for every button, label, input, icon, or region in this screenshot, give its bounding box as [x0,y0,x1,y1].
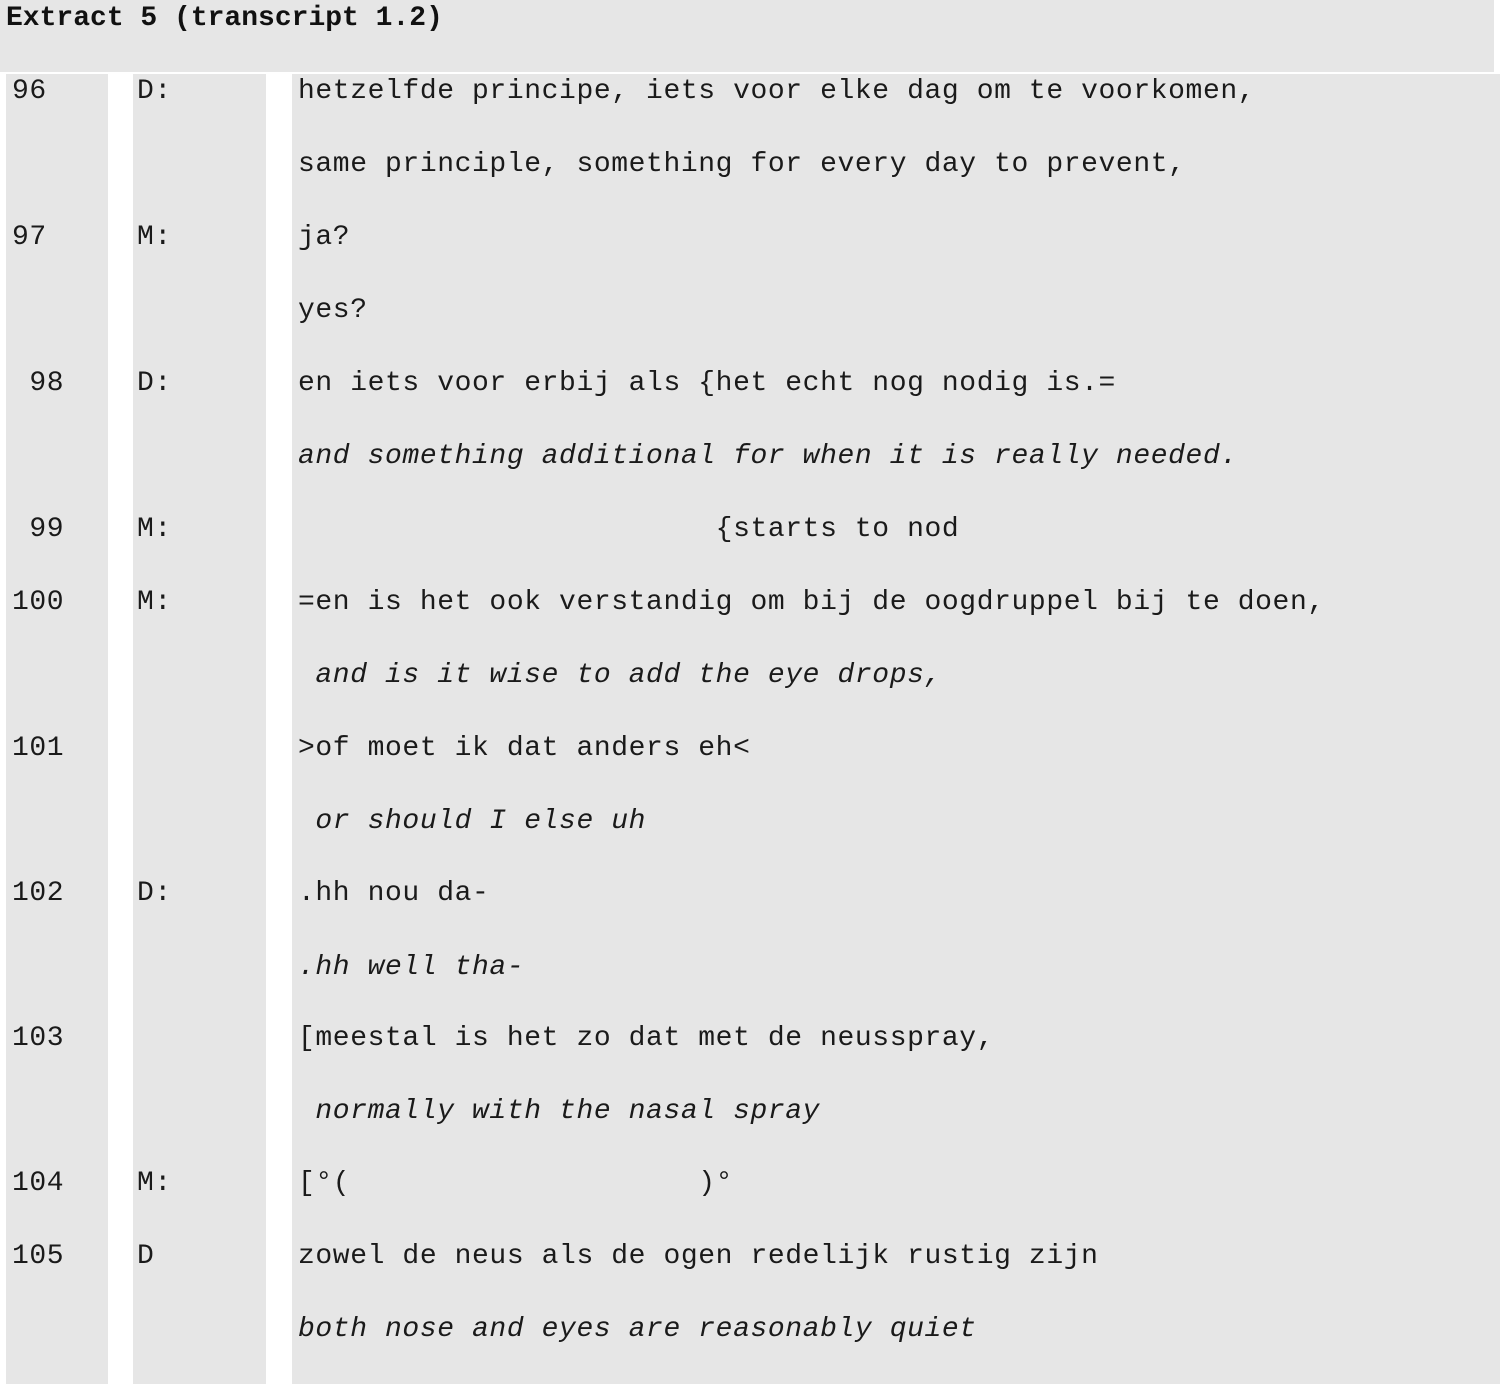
speaker-label: D: [137,878,172,909]
translation-utterance: and something additional for when it is really needed. [298,441,1238,472]
line-number: 104 [12,1168,65,1199]
translation-utterance: normally with the nasal spray [298,1096,821,1127]
line-number: 100 [12,587,65,618]
extract-title: Extract 5 (transcript 1.2) [6,3,443,34]
speaker-label: D: [137,76,172,107]
line-number: 101 [12,733,65,764]
speaker-label: M: [137,1168,172,1199]
original-utterance: hetzelfde principe, iets voor elke dag om te voorkomen, [298,76,1256,107]
speaker-label: D: [137,368,172,399]
translation-utterance: and is it wise to add the eye drops, [298,660,942,691]
speaker-label: M: [137,514,172,545]
translation-utterance: .hh well tha- [298,952,525,983]
transcript-column-edge [1494,74,1500,1020]
original-utterance: {starts to nod [298,514,960,545]
original-utterance: en iets voor erbij als {het echt nog nodig is.= [298,368,1116,399]
line-number: 99 [12,514,65,545]
speaker-label: D [137,1241,155,1272]
original-utterance: zowel de neus als de ogen redelijk rustig zijn [298,1241,1099,1272]
line-number: 105 [12,1241,65,1272]
speaker-label: M: [137,222,172,253]
original-utterance: ja? [298,222,351,253]
original-utterance: [°( )° [298,1168,734,1199]
translation-utterance: both nose and eyes are reasonably quiet [298,1314,977,1345]
speaker-label: M: [137,587,172,618]
translation-utterance: yes? [298,295,368,326]
line-number: 97 [12,222,47,253]
original-utterance: .hh nou da- [298,878,490,909]
line-number: 102 [12,878,65,909]
translation-utterance: or should I else uh [298,806,647,837]
line-number: 96 [12,76,47,107]
line-number: 103 [12,1023,65,1054]
original-utterance: =en is het ook verstandig om bij de oogdruppel bij te doen, [298,587,1325,618]
original-utterance: [meestal is het zo dat met de neusspray, [298,1023,995,1054]
original-utterance: >of moet ik dat anders eh< [298,733,751,764]
line-number: 98 [12,368,65,399]
translation-utterance: same principle, something for every day to prevent, [298,149,1186,180]
